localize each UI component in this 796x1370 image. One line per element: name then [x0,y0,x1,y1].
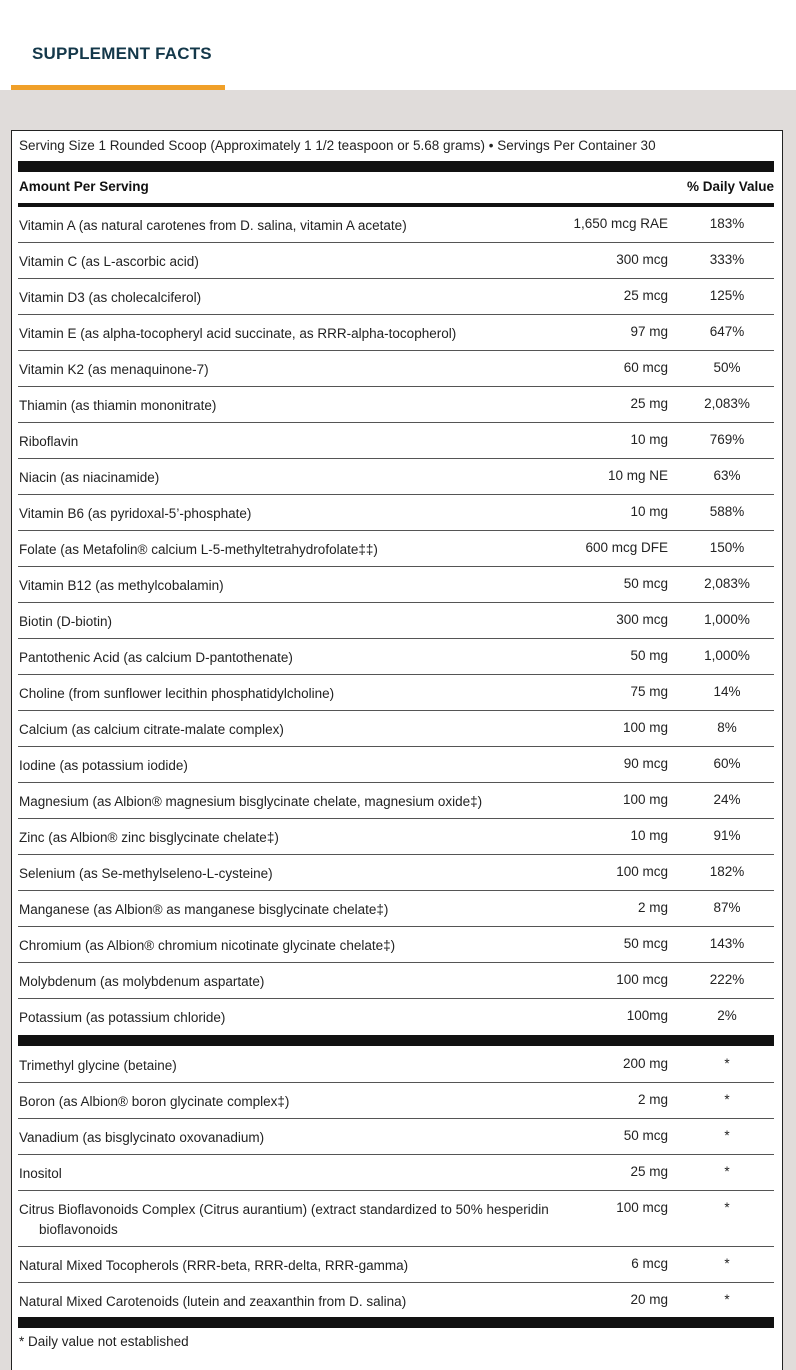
table-row [18,351,774,387]
table-row [18,1047,774,1083]
ingredient-name-text: Molybdenum (as molybdenum aspartate) [19,974,265,989]
ingredient-amount: 90 mcg [623,756,668,771]
ingredient-name [19,864,549,884]
ingredient-name [19,540,549,560]
ingredient-amount: 10 mg [630,828,668,843]
table-row [18,459,774,495]
table-row [18,1155,774,1191]
ingredient-amount: 1,650 mcg RAE [573,216,668,231]
table-row [18,423,774,459]
ingredient-daily-value: * [724,1128,730,1143]
ingredient-daily-value: 2,083% [704,396,750,411]
ingredient-name-text: Vitamin A (as natural carotenes from D. salina, vitamin A acetate) [19,218,407,233]
ingredient-name [19,288,549,308]
ingredient-amount: 25 mg [630,396,668,411]
table-row [18,1119,774,1155]
ingredient-name [19,252,549,272]
ingredient-daily-value: 182% [709,864,745,879]
ingredient-amount: 100 mcg [616,864,668,879]
ingredient-daily-value: * [724,1092,730,1107]
ingredient-amount: 50 mcg [623,1128,668,1143]
ingredient-name-text: Vitamin C (as L-ascorbic acid) [19,254,199,269]
table-row [18,243,774,279]
ingredient-daily-value: * [724,1200,730,1215]
ingredient-daily-value: 24% [713,792,741,807]
table-row [18,1083,774,1119]
table-row [18,855,774,891]
ingredient-name-text: Iodine (as potassium iodide) [19,758,188,773]
ingredient-daily-value: 60% [713,756,741,771]
ingredient-name [19,324,549,344]
ingredient-daily-value: 769% [709,432,745,447]
ingredient-daily-value: 183% [709,216,745,231]
ingredient-amount: 10 mg [630,432,668,447]
ingredient-amount: 100 mcg [616,1200,668,1215]
table-row [18,891,774,927]
supplement-facts-label [11,130,783,1370]
ingredient-amount: 25 mcg [623,288,668,303]
ingredient-daily-value: 50% [713,360,741,375]
divider-thick [18,161,774,172]
ingredient-name-text: Vanadium (as bisglycinato oxovanadium) [19,1130,265,1145]
ingredient-amount: 200 mg [622,1056,668,1071]
ingredient-name [19,972,549,992]
table-row [18,387,774,423]
ingredient-name [19,1092,549,1112]
ingredient-name [19,1200,549,1240]
ingredient-amount: 10 mg [630,504,668,519]
ingredient-name-text: Vitamin D3 (as cholecalciferol) [19,290,202,305]
ingredient-name [19,1292,549,1312]
amount-per-serving-heading: Amount Per Serving [19,179,149,194]
ingredient-name-text: Potassium (as potassium chloride) [19,1010,226,1025]
ingredient-daily-value: 1,000% [704,648,750,663]
ingredient-name [19,900,549,920]
ingredient-name-text: Chromium (as Albion® chromium nicotinate glycinate chelate‡) [19,938,396,953]
ingredient-amount: 300 mcg [616,252,668,267]
table-row [18,783,774,819]
tab-supplement-facts[interactable]: SUPPLEMENT FACTS [32,44,212,63]
ingredient-name-text: Riboflavin [19,434,79,449]
table-row [18,819,774,855]
ingredient-amount: 100 mg [622,792,668,807]
tab-header [0,0,796,90]
ingredient-amount: 25 mg [630,1164,668,1179]
ingredient-amount: 50 mg [630,648,668,663]
table-row [18,603,774,639]
ingredient-name-text: Vitamin B6 (as pyridoxal-5’-phosphate) [19,506,252,521]
ingredient-amount: 97 mg [630,324,668,339]
table-row [18,567,774,603]
ingredient-name-continued: bioflavonoids [39,1222,118,1237]
other-ingredient-list [18,1047,774,1319]
ingredient-daily-value: 125% [709,288,745,303]
ingredient-amount: 60 mcg [623,360,668,375]
ingredient-amount: 6 mcg [631,1256,668,1271]
table-row [18,711,774,747]
ingredient-amount: 2 mg [637,1092,668,1107]
table-row [18,207,774,243]
ingredient-daily-value: 588% [709,504,745,519]
ingredient-name-text: Magnesium (as Albion® magnesium bisglycinate chelate, magnesium oxide‡) [19,794,483,809]
nutrient-list [18,207,774,1035]
ingredient-daily-value: 1,000% [704,612,750,627]
ingredient-daily-value: 647% [709,324,745,339]
ingredient-name [19,1164,549,1184]
ingredient-name-text: Natural Mixed Tocopherols (RRR-beta, RRR-delta, RRR-gamma) [19,1258,409,1273]
ingredient-daily-value: 91% [713,828,741,843]
ingredient-name [19,684,549,704]
ingredient-daily-value: * [724,1056,730,1071]
ingredient-name [19,828,549,848]
ingredient-name-text: Thiamin (as thiamin mononitrate) [19,398,217,413]
ingredient-name [19,1128,549,1148]
ingredient-name-text: Citrus Bioflavonoids Complex (Citrus aurantium) (extract standardized to 50% hesperidin [19,1202,549,1217]
ingredient-name [19,432,549,452]
ingredient-name [19,576,549,596]
ingredient-name-text: Vitamin E (as alpha-tocopheryl acid succinate, as RRR-alpha-tocopherol) [19,326,457,341]
ingredient-name [19,756,549,776]
ingredient-name-text: Vitamin B12 (as methylcobalamin) [19,578,224,593]
ingredient-name-text: Pantothenic Acid (as calcium D-pantothenate) [19,650,293,665]
table-row [18,639,774,675]
daily-value-heading: % Daily Value [686,179,774,194]
ingredient-name-text: Selenium (as Se-methylseleno-L-cysteine) [19,866,273,881]
ingredient-name [19,1256,549,1276]
ingredient-name [19,648,549,668]
ingredient-daily-value: 222% [709,972,745,987]
footnote: * Daily value not established [19,1334,189,1349]
table-row [18,531,774,567]
ingredient-name [19,504,549,524]
table-row [18,1283,774,1319]
ingredient-amount: 10 mg NE [607,468,668,483]
ingredient-name-text: Biotin (D-biotin) [19,614,113,629]
ingredient-name-text: Zinc (as Albion® zinc bisglycinate chelate‡) [19,830,279,845]
ingredient-amount: 100 mg [622,720,668,735]
ingredient-name-text: Niacin (as niacinamide) [19,470,160,485]
ingredient-amount: 600 mcg DFE [585,540,668,555]
ingredient-name-text: Manganese (as Albion® as manganese bisglycinate chelate‡) [19,902,389,917]
serving-info: Serving Size 1 Rounded Scoop (Approximately 1 1/2 teaspoon or 5.68 grams) • Servings Per Container 30 [19,138,656,153]
ingredient-daily-value: * [724,1164,730,1179]
ingredient-name-text: Calcium (as calcium citrate-malate complex) [19,722,284,737]
ingredient-name [19,216,549,236]
table-row [18,675,774,711]
ingredient-amount: 300 mcg [616,612,668,627]
ingredient-name [19,612,549,632]
ingredient-daily-value: 8% [717,720,737,735]
table-row [18,495,774,531]
ingredient-daily-value: 2,083% [704,576,750,591]
table-row [18,279,774,315]
table-row [18,315,774,351]
ingredient-daily-value: 333% [709,252,745,267]
divider-thick [18,1317,774,1328]
ingredient-name [19,468,549,488]
table-row [18,999,774,1035]
table-row [18,1191,774,1247]
ingredient-amount: 50 mcg [623,936,668,951]
ingredient-name-text: Inositol [19,1166,62,1181]
table-row [18,927,774,963]
ingredient-name-text: Natural Mixed Carotenoids (lutein and zeaxanthin from D. salina) [19,1294,407,1309]
divider-thick [18,1035,774,1046]
ingredient-name-text: Vitamin K2 (as menaquinone-7) [19,362,209,377]
ingredient-name [19,720,549,740]
table-row [18,1247,774,1283]
ingredient-amount: 20 mg [630,1292,668,1307]
ingredient-amount: 100mg [626,1008,668,1023]
table-row [18,963,774,999]
ingredient-daily-value: 87% [713,900,741,915]
ingredient-name [19,936,549,956]
ingredient-name-text: Choline (from sunflower lecithin phosphatidylcholine) [19,686,335,701]
ingredient-amount: 2 mg [637,900,668,915]
ingredient-daily-value: * [724,1292,730,1307]
ingredient-daily-value: * [724,1256,730,1271]
ingredient-name-text: Trimethyl glycine (betaine) [19,1058,177,1073]
table-header [18,175,774,205]
ingredient-amount: 50 mcg [623,576,668,591]
ingredient-amount: 75 mg [630,684,668,699]
ingredient-daily-value: 14% [713,684,741,699]
ingredient-name-text: Boron (as Albion® boron glycinate complex‡) [19,1094,290,1109]
ingredient-name [19,360,549,380]
ingredient-name [19,1008,549,1028]
table-row [18,747,774,783]
ingredient-name [19,396,549,416]
ingredient-daily-value: 143% [709,936,745,951]
ingredient-name [19,792,549,812]
ingredient-name-text: Folate (as Metafolin® calcium L-5-methyltetrahydrofolate‡‡) [19,542,378,557]
ingredient-daily-value: 150% [709,540,745,555]
ingredient-daily-value: 2% [717,1008,737,1023]
ingredient-name [19,1056,549,1076]
ingredient-daily-value: 63% [713,468,741,483]
ingredient-amount: 100 mcg [616,972,668,987]
